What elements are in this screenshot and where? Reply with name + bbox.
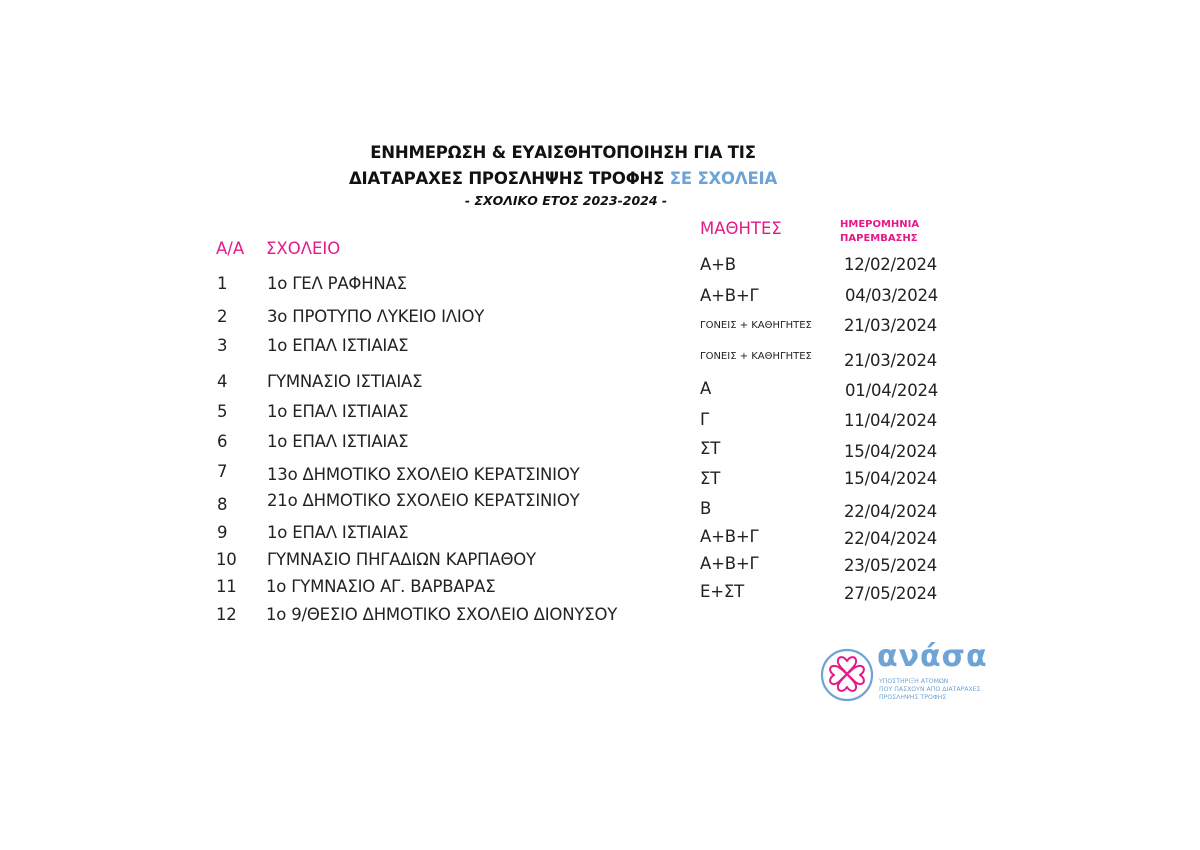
intervention-date: 15/04/2024 (844, 442, 938, 461)
intervention-date: 11/04/2024 (844, 411, 938, 430)
students-group: Α+Β+Γ (700, 286, 759, 305)
school-name: 1ο ΕΠΑΛ ΙΣΤΙΑΙΑΣ (267, 336, 409, 355)
intervention-date: 15/04/2024 (844, 469, 938, 488)
row-number: 7 (217, 462, 228, 481)
anasa-logo (819, 639, 988, 707)
document-title-line-1: ΕΝΗΜΕΡΩΣΗ & ΕΥΑΙΣΘΗΤΟΠΟΙΗΣΗ ΓΙΑ ΤΙΣ (370, 143, 756, 162)
students-group: Γ (700, 410, 709, 429)
school-name: 13ο ΔΗΜΟΤΙΚΟ ΣΧΟΛΕΙΟ ΚΕΡΑΤΣΙΝΙΟΥ (267, 465, 580, 484)
document-title-main: ΔΙΑΤΑΡΑΧΕΣ ΠΡΟΣΛΗΨΗΣ ΤΡΟΦΗΣ (348, 169, 665, 188)
column-header-number: Α/Α (216, 239, 245, 258)
column-header-date-line-1: ΗΜΕΡΟΜΗΝΙΑ (840, 219, 920, 230)
column-header-date-line-2: ΠΑΡΕΜΒΑΣΗΣ (840, 233, 918, 244)
column-header-school: ΣΧΟΛΕΙΟ (266, 239, 341, 258)
row-number: 4 (217, 372, 228, 391)
students-group: ΓΟΝΕΙΣ + ΚΑΘΗΓΗΤΕΣ (700, 351, 812, 362)
intervention-date: 27/05/2024 (844, 584, 938, 603)
school-name: 1ο ΕΠΑΛ ΙΣΤΙΑΙΑΣ (267, 432, 409, 451)
logo-tagline-line-3: ΠΡΟΣΛΗΨΗΣ ΤΡΟΦΗΣ (879, 694, 947, 701)
intervention-date: 12/02/2024 (844, 255, 938, 274)
logo-name: ανάσα (877, 639, 988, 674)
school-name: 1ο ΕΠΑΛ ΙΣΤΙΑΙΑΣ (267, 523, 409, 542)
heart-flower-icon (819, 647, 875, 703)
students-group: Α+Β (700, 255, 736, 274)
document-title-accent: ΣΕ ΣΧΟΛΕΙΑ (669, 169, 778, 188)
row-number: 11 (216, 577, 237, 596)
students-group: Α+Β+Γ (700, 554, 759, 573)
row-number: 10 (216, 550, 237, 569)
document-title-line-2 (0, 169, 1126, 188)
row-number: 6 (217, 432, 228, 451)
school-year-subtitle: - ΣΧΟΛΙΚΟ ΕΤΟΣ 2023-2024 - (464, 193, 668, 208)
intervention-date: 23/05/2024 (844, 556, 938, 575)
row-number: 5 (217, 402, 228, 421)
logo-tagline-line-1: ΥΠΟΣΤΗΡΙΞΗ ΑΤΟΜΩΝ (879, 678, 949, 685)
school-name: 21ο ΔΗΜΟΤΙΚΟ ΣΧΟΛΕΙΟ ΚΕΡΑΤΣΙΝΙΟΥ (267, 491, 580, 510)
intervention-date: 04/03/2024 (845, 286, 939, 305)
school-name: 3ο ΠΡΟΤΥΠΟ ΛΥΚΕΙΟ ΙΛΙΟΥ (267, 307, 485, 326)
intervention-date: 21/03/2024 (844, 316, 938, 335)
row-number: 12 (216, 605, 237, 624)
students-group: Β (700, 499, 712, 518)
students-group: Α (700, 379, 712, 398)
row-number: 8 (217, 495, 228, 514)
students-group: Ε+ΣΤ (700, 582, 744, 601)
school-name: 1ο ΕΠΑΛ ΙΣΤΙΑΙΑΣ (267, 402, 409, 421)
school-name: ΓΥΜΝΑΣΙΟ ΙΣΤΙΑΙΑΣ (267, 372, 423, 391)
students-group: ΣΤ (700, 469, 721, 488)
row-number: 9 (217, 523, 228, 542)
intervention-date: 21/03/2024 (844, 351, 938, 370)
row-number: 2 (217, 307, 228, 326)
intervention-date: 22/04/2024 (844, 529, 938, 548)
intervention-date: 22/04/2024 (844, 502, 938, 521)
column-header-date (840, 218, 919, 246)
school-name: 1ο 9/ΘΕΣΙΟ ΔΗΜΟΤΙΚΟ ΣΧΟΛΕΙΟ ΔΙΟΝΥΣΟΥ (266, 605, 618, 624)
row-number: 1 (217, 274, 228, 293)
school-name: 1ο ΓΥΜΝΑΣΙΟ ΑΓ. ΒΑΡΒΑΡΑΣ (266, 577, 496, 596)
intervention-date: 01/04/2024 (845, 381, 939, 400)
students-group: Α+Β+Γ (700, 527, 759, 546)
students-group: ΣΤ (700, 439, 721, 458)
column-header-students: ΜΑΘΗΤΕΣ (700, 219, 782, 238)
school-name: 1ο ΓΕΛ ΡΑΦΗΝΑΣ (267, 274, 407, 293)
students-group: ΓΟΝΕΙΣ + ΚΑΘΗΓΗΤΕΣ (700, 320, 812, 331)
logo-tagline-line-2: ΠΟΥ ΠΑΣΧΟΥΝ ΑΠΟ ΔΙΑΤΑΡΑΧΕΣ (879, 686, 981, 693)
school-name: ΓΥΜΝΑΣΙΟ ΠΗΓΑΔΙΩΝ ΚΑΡΠΑΘΟΥ (267, 550, 536, 569)
row-number: 3 (217, 336, 228, 355)
